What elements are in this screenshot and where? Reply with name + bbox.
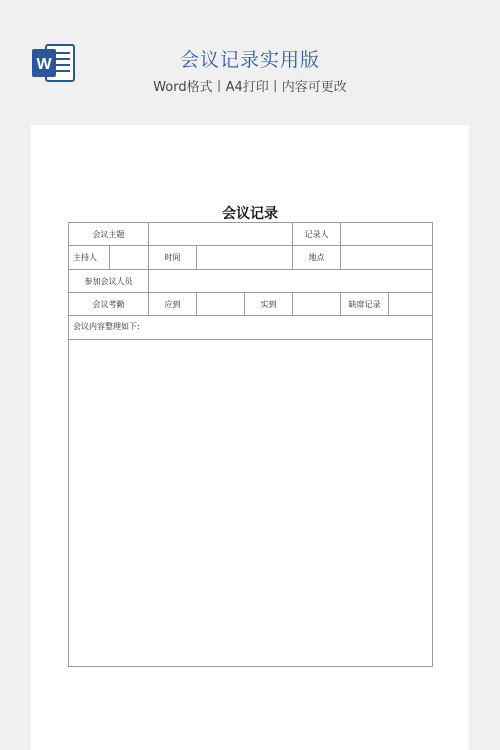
meeting-record-table [68,222,433,667]
topic-label: 会议主题 [69,223,149,246]
absent-field[interactable] [389,293,433,316]
actual-field[interactable] [293,293,341,316]
expected-label: 应到 [149,293,197,316]
time-label: 时间 [149,246,197,270]
location-label: 地点 [293,246,341,270]
attendance-label: 会议考勤 [69,293,149,316]
page-title: 会议记录实用版 [179,49,320,71]
word-icon-letter: W [36,56,52,73]
host-cell [69,246,149,270]
host-label: 主持人 [69,246,110,269]
table-row-notes [69,316,433,667]
absent-label: 缺席记录 [341,293,389,316]
table-row-host [69,246,433,270]
recorder-label: 记录人 [293,223,341,246]
host-field[interactable] [110,246,148,269]
attendees-field[interactable] [149,270,433,293]
table-row-topic [69,223,433,246]
table-row-attendees [69,270,433,293]
page-subtitle: Word格式丨A4打印丨内容可更改 [153,80,347,95]
time-field[interactable] [197,246,293,270]
document-title: 会议记录 [222,206,278,222]
document-page [31,125,469,750]
attendees-label: 参加会议人员 [69,270,149,293]
notes-cell [69,316,433,667]
recorder-field[interactable] [341,223,433,246]
table-row-attendance [69,293,433,316]
location-field[interactable] [341,246,433,270]
header [0,0,500,120]
notes-area[interactable] [69,339,432,666]
topic-field[interactable] [149,223,293,246]
notes-label: 会议内容整理如下: [73,322,140,331]
actual-label: 实到 [245,293,293,316]
expected-field[interactable] [197,293,245,316]
